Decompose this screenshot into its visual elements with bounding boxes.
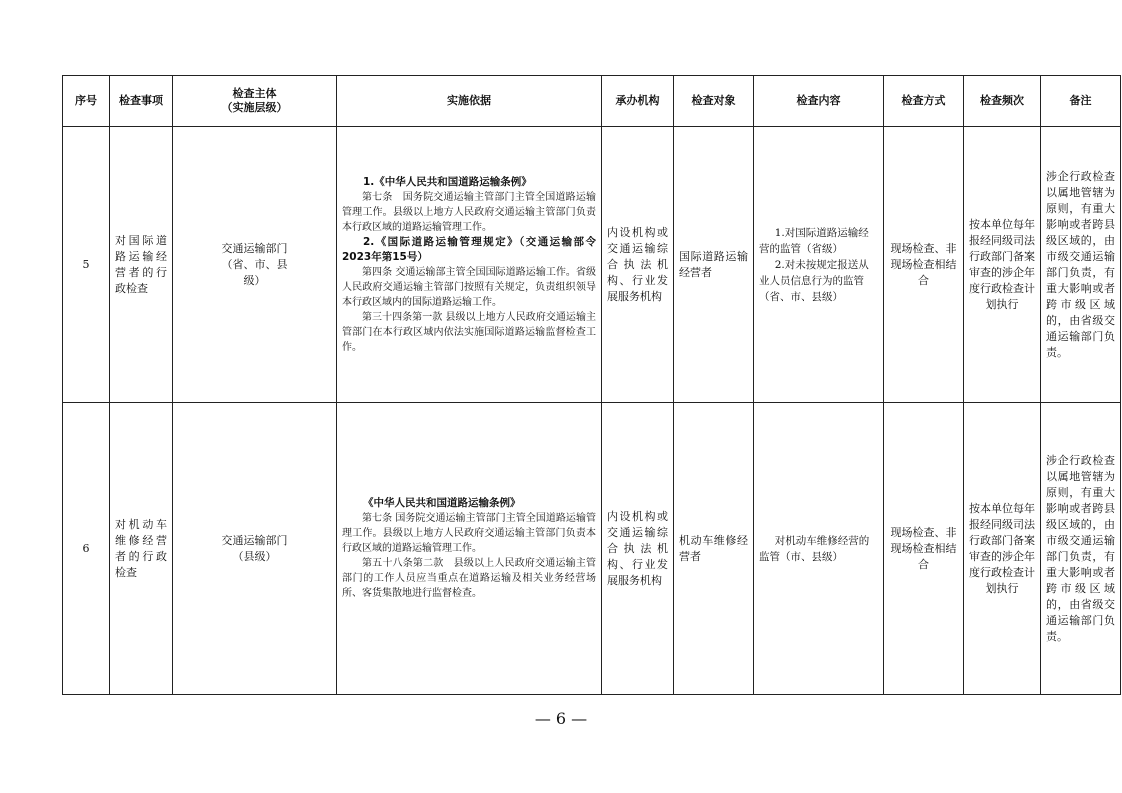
content-line: 对机动车维修经营的监管（市、县级） <box>759 534 870 563</box>
table-row <box>63 403 1121 695</box>
law-article: 第七条 国务院交通运输主管部门主管全国道路运输管理工作。县级以上地方人民政府交通运输主管部门负责本行政区域的道路运输管理工作。 <box>342 191 596 233</box>
law-title: 2.《国际道路运输管理规定》（交通运输部令2023年第15号） <box>342 235 596 263</box>
inspection-item: 对机动车维修经营者的行政检查 <box>110 403 173 695</box>
content-line: 1.对国际道路运输经营的监管（省级） <box>759 226 869 255</box>
law-article: 第四条 交通运输部主管全国国际道路运输工作。省级人民政府交通运输主管部门按照有关规定，负责组织领导本行政区域内的国际道路运输工作。 <box>342 266 596 308</box>
page-number: — 6 — <box>534 709 588 728</box>
header-remark: 备注 <box>1041 76 1121 127</box>
inspection-table <box>62 75 1121 695</box>
header-agency: 承办机构 <box>602 76 674 127</box>
header-frequency: 检查频次 <box>964 76 1041 127</box>
law-title: 1.《中华人民共和国道路运输条例》 <box>363 175 532 188</box>
inspection-content <box>754 127 884 403</box>
subject-text: 交通运输部门（省、市、县级） <box>221 241 288 287</box>
inspection-content <box>754 403 884 695</box>
header-target: 检查对象 <box>674 76 754 127</box>
inspection-subject <box>173 403 337 695</box>
table-row <box>63 127 1121 403</box>
legal-basis <box>337 127 602 403</box>
remark: 涉企行政检查以属地管辖为原则，有重大影响或者跨县级区域的，由市级交通运输部门负责，有重大影响或者跨市级区域的，由省级交通运输部门负责。 <box>1041 403 1121 695</box>
header-basis: 实施依据 <box>337 76 602 127</box>
law-title: 《中华人民共和国道路运输条例》 <box>363 497 521 509</box>
header-no: 序号 <box>63 76 110 127</box>
inspection-method: 现场检查、非现场检查相结合 <box>884 403 964 695</box>
inspection-target: 国际道路运输经营者 <box>674 127 754 403</box>
law-article: 第三十四条第一款 县级以上地方人民政府交通运输主管部门在本行政区域内依法实施国际道路运输监督检查工作。 <box>342 311 596 353</box>
row-number: 6 <box>63 403 110 695</box>
inspection-method: 现场检查、非现场检查相结合 <box>884 127 964 403</box>
law-article: 第七条 国务院交通运输主管部门主管全国道路运输管理工作。县级以上地方人民政府交通运输主管部门负责本行政区域的道路运输管理工作。 <box>342 513 596 554</box>
inspection-frequency: 按本单位每年报经同级司法行政部门备案审查的涉企年度行政检查计划执行 <box>964 127 1041 403</box>
remark: 涉企行政检查以属地管辖为原则，有重大影响或者跨县级区域的，由市级交通运输部门负责，有重大影响或者跨市级区域的，由省级交通运输部门负责。 <box>1041 127 1121 403</box>
handling-agency: 内设机构或交通运输综合执法机构、行业发展服务机构 <box>602 127 674 403</box>
inspection-frequency: 按本单位每年报经同级司法行政部门备案审查的涉企年度行政检查计划执行 <box>964 403 1041 695</box>
inspection-item: 对国际道路运输经营者的行政检查 <box>110 127 173 403</box>
subject-text: 交通运输部门（县级） <box>221 533 288 563</box>
header-content: 检查内容 <box>754 76 884 127</box>
header-item: 检查事项 <box>110 76 173 127</box>
header-method: 检查方式 <box>884 76 964 127</box>
table-header-row <box>63 76 1121 127</box>
inspection-subject <box>173 127 337 403</box>
handling-agency: 内设机构或交通运输综合执法机构、行业发展服务机构 <box>602 403 674 695</box>
inspection-target: 机动车维修经营者 <box>674 403 754 695</box>
row-number: 5 <box>63 127 110 403</box>
legal-basis <box>337 403 602 695</box>
header-subject: 检查主体 （实施层级） <box>173 76 337 127</box>
content-line: 2.对未按规定报送从业人员信息行为的监管（省、市、县级） <box>759 258 869 303</box>
law-article: 第五十八条第二款 县级以上人民政府交通运输主管部门的工作人员应当重点在道路运输及相关业务经营场所、客货集散地进行监督检查。 <box>342 558 596 599</box>
